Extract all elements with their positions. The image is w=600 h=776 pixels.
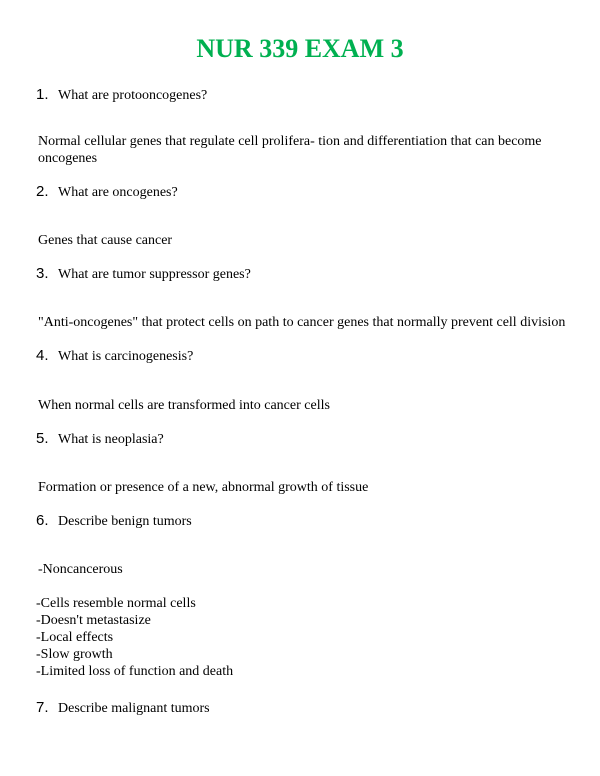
- question-3: [36, 265, 251, 283]
- question-text: What is neoplasia?: [58, 432, 164, 447]
- question-4: [36, 347, 193, 365]
- question-number: 1.: [36, 86, 49, 103]
- question-text: What are protooncogenes?: [58, 88, 208, 103]
- question-text: Describe malignant tumors: [58, 701, 210, 716]
- answer-3: "Anti-oncogenes" that protect cells on path to cancer genes that normally prevent cell division: [38, 315, 566, 330]
- question-6: [36, 512, 192, 530]
- question-number: 2.: [36, 183, 49, 200]
- question-text: Describe benign tumors: [58, 514, 192, 529]
- question-text: What is carcinogenesis?: [58, 349, 194, 364]
- question-text: What are oncogenes?: [58, 185, 178, 200]
- question-5: [36, 430, 164, 448]
- answer-2: Genes that cause cancer: [38, 233, 173, 248]
- list-item: -Slow growth: [36, 647, 113, 662]
- question-number: 5.: [36, 430, 49, 447]
- question-number: 3.: [36, 265, 49, 282]
- question-1: [36, 86, 207, 104]
- list-item: -Local effects: [36, 630, 114, 645]
- answer-5: Formation or presence of a new, abnormal growth of tissue: [38, 480, 369, 495]
- question-number: 4.: [36, 347, 49, 364]
- answer-6: -Noncancerous: [38, 562, 123, 577]
- answer-4: When normal cells are transformed into cancer cells: [38, 398, 330, 413]
- list-item: -Cells resemble normal cells: [36, 596, 196, 611]
- list-item: -Limited loss of function and death: [36, 664, 234, 679]
- list-item: -Doesn't metastasize: [36, 613, 151, 628]
- document-title: NUR 339 EXAM 3: [196, 34, 404, 63]
- question-2: [36, 183, 178, 201]
- answer-6-list: [36, 595, 233, 680]
- question-number: 6.: [36, 512, 49, 529]
- question-text: What are tumor suppressor genes?: [58, 267, 251, 282]
- question-number: 7.: [36, 699, 49, 716]
- question-7: [36, 699, 210, 717]
- answer-1: Normal cellular genes that regulate cell prolifera- tion and differentiation that can become oncogenes: [38, 134, 542, 166]
